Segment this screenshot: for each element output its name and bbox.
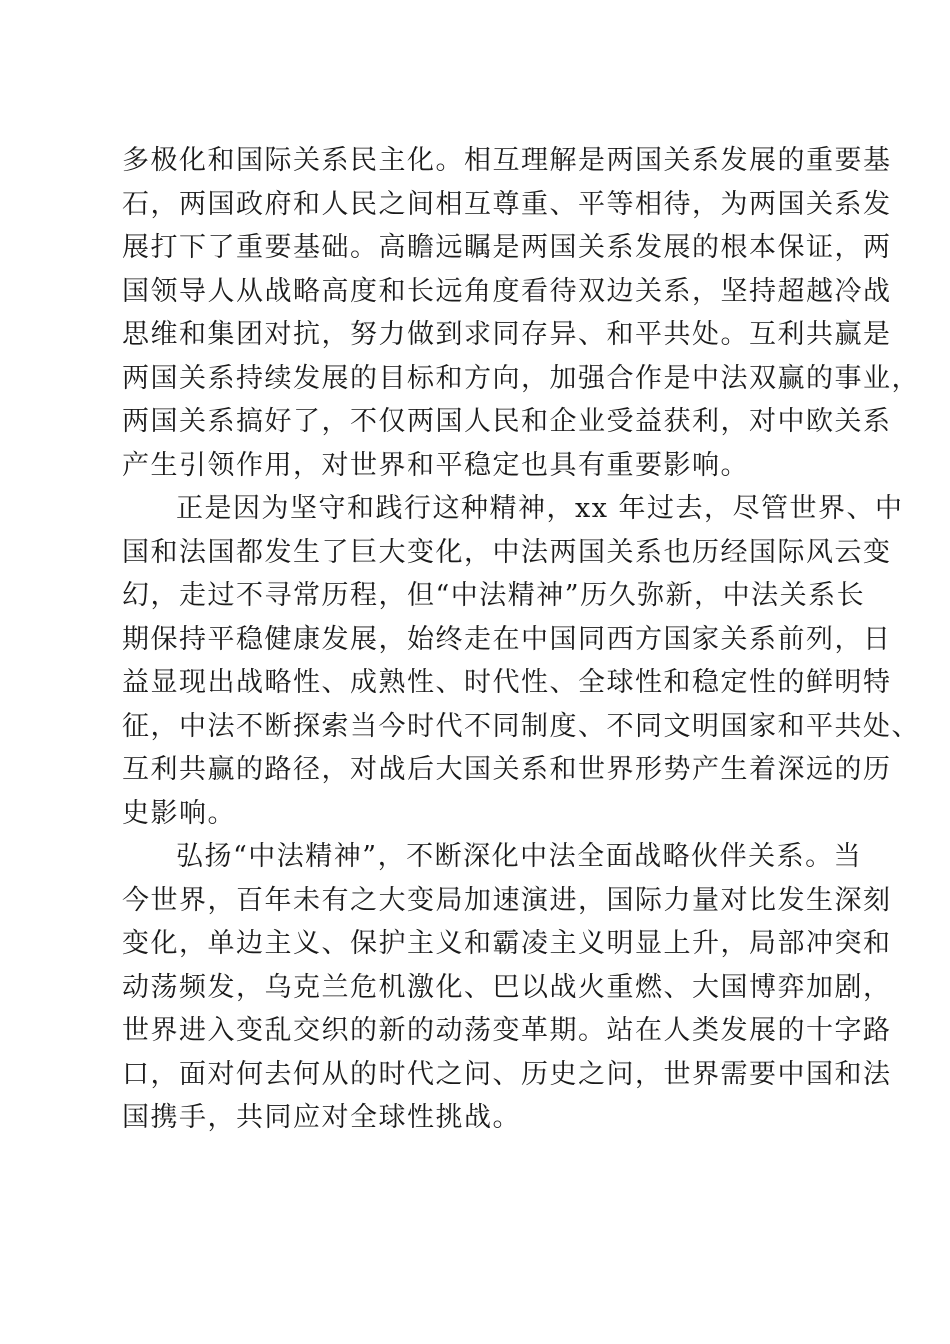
text-line: 国领导人从战略高度和长远角度看待双边关系，坚持超越冷战: [122, 275, 892, 307]
text-line: 世界进入变乱交织的新的动荡变革期。站在人类发展的十字路: [122, 1015, 892, 1046]
document-body: [122, 139, 920, 1140]
text-line: 国携手，共同应对全球性挑战。: [122, 1102, 521, 1133]
text-line: 石，两国政府和人民之间相互尊重、平等相待，为两国关系发: [122, 188, 892, 220]
text-line: 两国关系搞好了，不仅两国人民和企业受益获利，对中欧关系: [122, 406, 892, 437]
text-line: 史影响。: [122, 797, 236, 829]
text-line: 动荡频发，乌克兰危机激化、巴以战火重燃、大国博弈加剧，: [122, 971, 892, 1003]
text-line: 国和法国都发生了巨大变化，中法两国关系也历经国际风云变: [122, 536, 892, 568]
paragraph-2: [122, 487, 920, 835]
paragraph-1: [122, 139, 920, 487]
text-line: 产生引领作用，对世界和平稳定也具有重要影响。: [122, 449, 749, 481]
text-line: 变化，单边主义、保护主义和霸凌主义明显上升，局部冲突和: [122, 928, 892, 959]
text-line: 展打下了重要基础。高瞻远瞩是两国关系发展的根本保证，两: [122, 232, 892, 263]
text-line: 口，面对何去何从的时代之问、历史之问，世界需要中国和法: [122, 1058, 892, 1090]
text-line: 今世界，百年未有之大变局加速演进，国际力量对比发生深刻: [122, 884, 892, 916]
text-line: 思维和集团对抗，努力做到求同存异、和平共处。互利共赢是: [122, 319, 892, 350]
paragraph-3: [122, 835, 892, 1140]
text-line: 幻，走过不寻常历程，但“中法精神”历久弥新，中法关系长: [122, 580, 866, 611]
text-line: 征，中法不断探索当今时代不同制度、不同文明国家和平共处、: [122, 710, 920, 742]
text-line: 弘扬“中法精神”，不断深化中法全面战略伙伴关系。当: [176, 841, 863, 872]
text-line: 多极化和国际关系民主化。相互理解是两国关系发展的重要基: [122, 145, 892, 176]
text-line: 两国关系持续发展的目标和方向，加强合作是中法双赢的事业，: [122, 362, 920, 394]
text-line: 期保持平稳健康发展，始终走在中国同西方国家关系前列，日: [122, 623, 892, 655]
text-line: 益显现出战略性、成熟性、时代性、全球性和稳定性的鲜明特: [122, 667, 892, 698]
text-line: 正是因为坚守和践行这种精神，xx 年过去，尽管世界、中: [176, 493, 904, 524]
text-line: 互利共赢的路径，对战后大国关系和世界形势产生着深远的历: [122, 754, 892, 785]
